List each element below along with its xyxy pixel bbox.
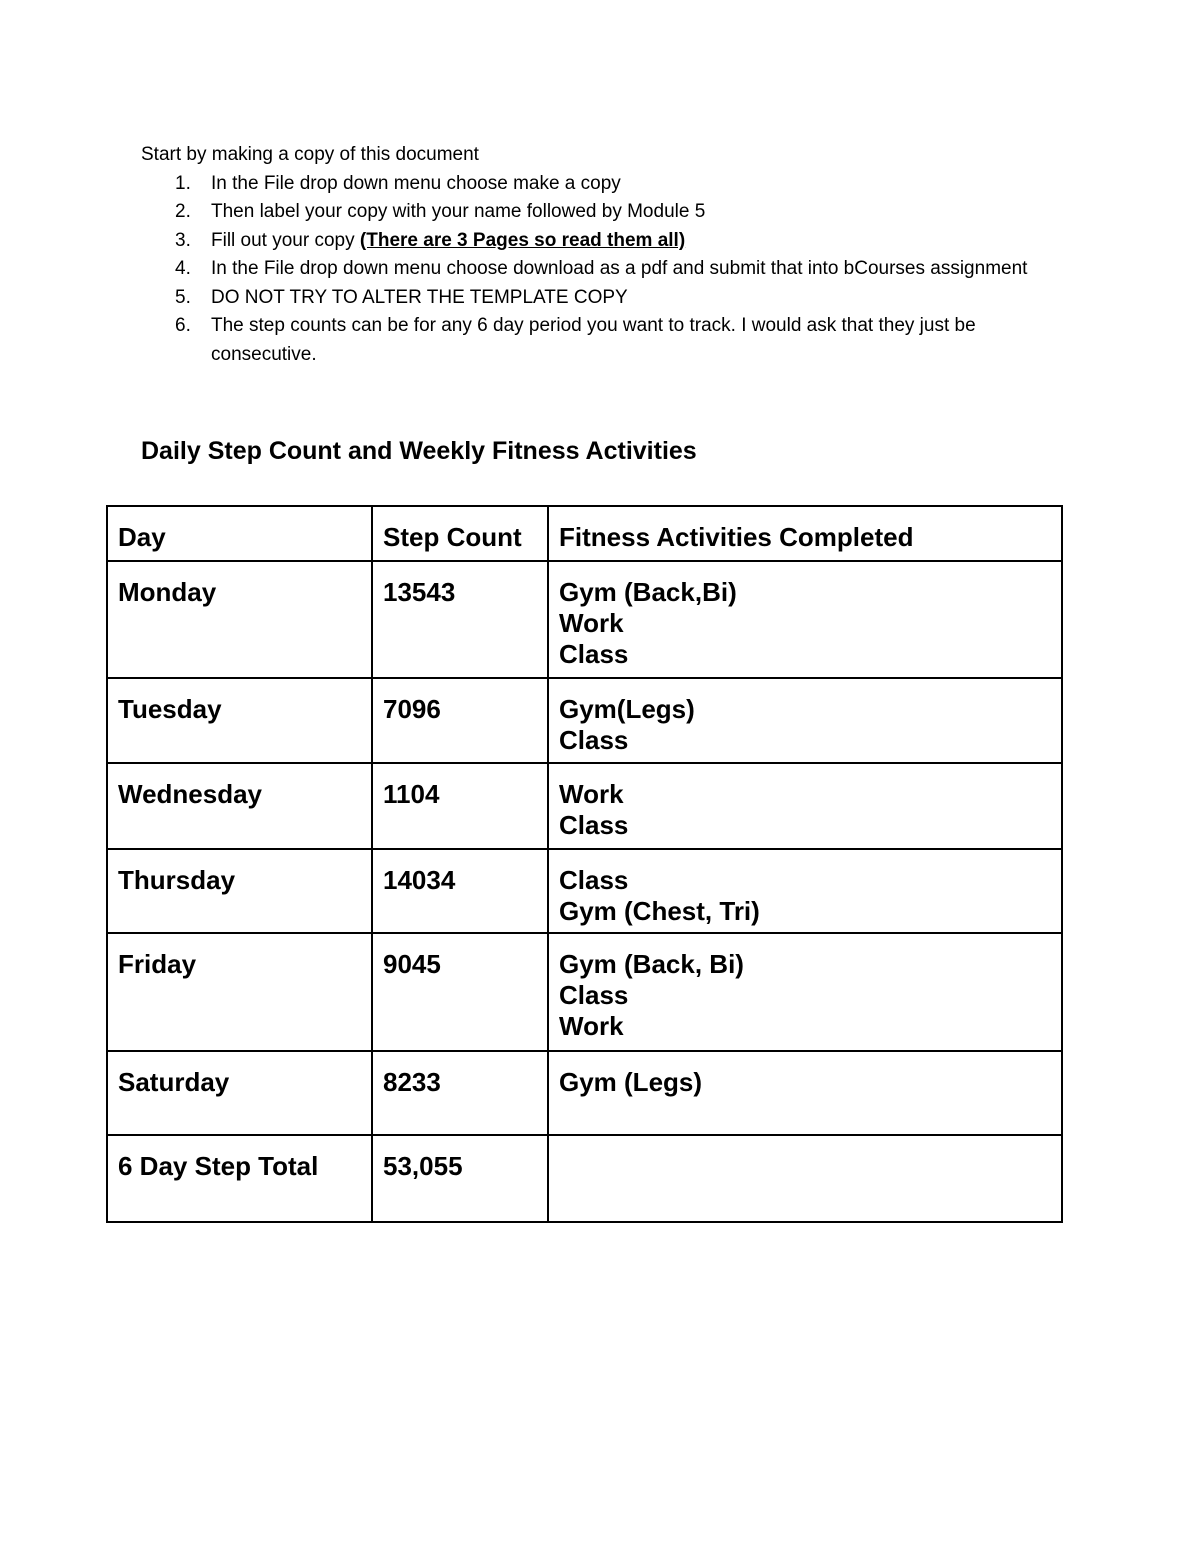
instruction-number: 1.: [175, 172, 191, 194]
instruction-item: [141, 227, 1081, 256]
instruction-number: 2.: [175, 201, 191, 222]
table-row: [107, 1051, 1062, 1135]
table-row: [107, 849, 1062, 933]
activity: Class: [559, 639, 629, 669]
instruction-number: 3.: [175, 229, 191, 251]
activities-cell: [548, 1051, 1062, 1135]
steps-cell: 13543: [372, 561, 548, 678]
steps-cell: 1104: [372, 763, 548, 849]
instruction-emphasis: (There are 3 Pages so read them all): [359, 229, 686, 251]
activities-cell: [548, 678, 1062, 763]
day-cell: Tuesday: [107, 678, 372, 763]
instruction-item: [141, 255, 1081, 284]
activity: Work: [559, 608, 624, 638]
day-cell: Thursday: [107, 849, 372, 933]
activity: Class: [559, 980, 629, 1010]
steps-cell: 8233: [372, 1051, 548, 1135]
activity: Class: [559, 725, 629, 755]
instruction-text: DO NOT TRY TO ALTER THE TEMPLATE COPY: [211, 286, 628, 308]
instruction-item: [141, 312, 1081, 369]
page-title: Daily Step Count and Weekly Fitness Activities: [141, 437, 697, 465]
day-cell: Monday: [107, 561, 372, 678]
instruction-text: Then label your copy with your name followed by Module 5: [211, 201, 706, 222]
activity: Gym (Back, Bi): [559, 949, 744, 979]
instruction-number: 5.: [175, 286, 191, 308]
empty-activities-cell: [548, 1135, 1062, 1222]
instruction-item: [141, 170, 1081, 199]
activity: Class: [559, 810, 629, 840]
steps-cell: 14034: [372, 849, 548, 933]
instruction-text: Fill out your copy: [211, 229, 360, 251]
activity: Class: [559, 865, 629, 895]
day-cell: Saturday: [107, 1051, 372, 1135]
activities-cell: [548, 933, 1062, 1051]
day-cell: Friday: [107, 933, 372, 1051]
activities-cell: [548, 561, 1062, 678]
instruction-number: 4.: [175, 258, 191, 279]
total-steps-cell: 53,055: [372, 1135, 548, 1222]
table-row: [107, 561, 1062, 678]
header-fitness-activities: Fitness Activities Completed: [548, 506, 1062, 561]
activities-cell: [548, 849, 1062, 933]
steps-cell: 9045: [372, 933, 548, 1051]
activity: Gym (Chest, Tri): [559, 896, 760, 926]
instruction-number: 6.: [175, 315, 191, 336]
instruction-text: In the File drop down menu choose download as a pdf and submit that into bCourses assignment: [211, 258, 1028, 279]
instructions-lead: Start by making a copy of this document: [141, 144, 479, 165]
total-label-cell: 6 Day Step Total: [107, 1135, 372, 1222]
day-cell: Wednesday: [107, 763, 372, 849]
activities-cell: [548, 763, 1062, 849]
instruction-text: In the File drop down menu choose make a copy: [211, 172, 621, 194]
activity: Gym(Legs): [559, 694, 695, 724]
header-day: Day: [107, 506, 372, 561]
table-row: [107, 678, 1062, 763]
activity: Work: [559, 1011, 624, 1041]
instruction-item: [141, 284, 1081, 313]
header-step-count: Step Count: [372, 506, 548, 561]
activity: Gym (Legs): [559, 1067, 703, 1097]
table-header-row: [107, 506, 1062, 561]
total-row: [107, 1135, 1062, 1222]
instruction-text: The step counts can be for any 6 day period you want to track. I would ask that they just be consecutive.: [211, 315, 976, 365]
table-row: [107, 763, 1062, 849]
activity: Work: [559, 779, 624, 809]
steps-cell: 7096: [372, 678, 548, 763]
instruction-item: [141, 198, 1081, 227]
instructions: [141, 141, 1081, 369]
instruction-list: [141, 170, 1081, 370]
table-row: [107, 933, 1062, 1051]
step-count-table: [106, 505, 1063, 1223]
activity: Gym (Back,Bi): [559, 577, 737, 607]
